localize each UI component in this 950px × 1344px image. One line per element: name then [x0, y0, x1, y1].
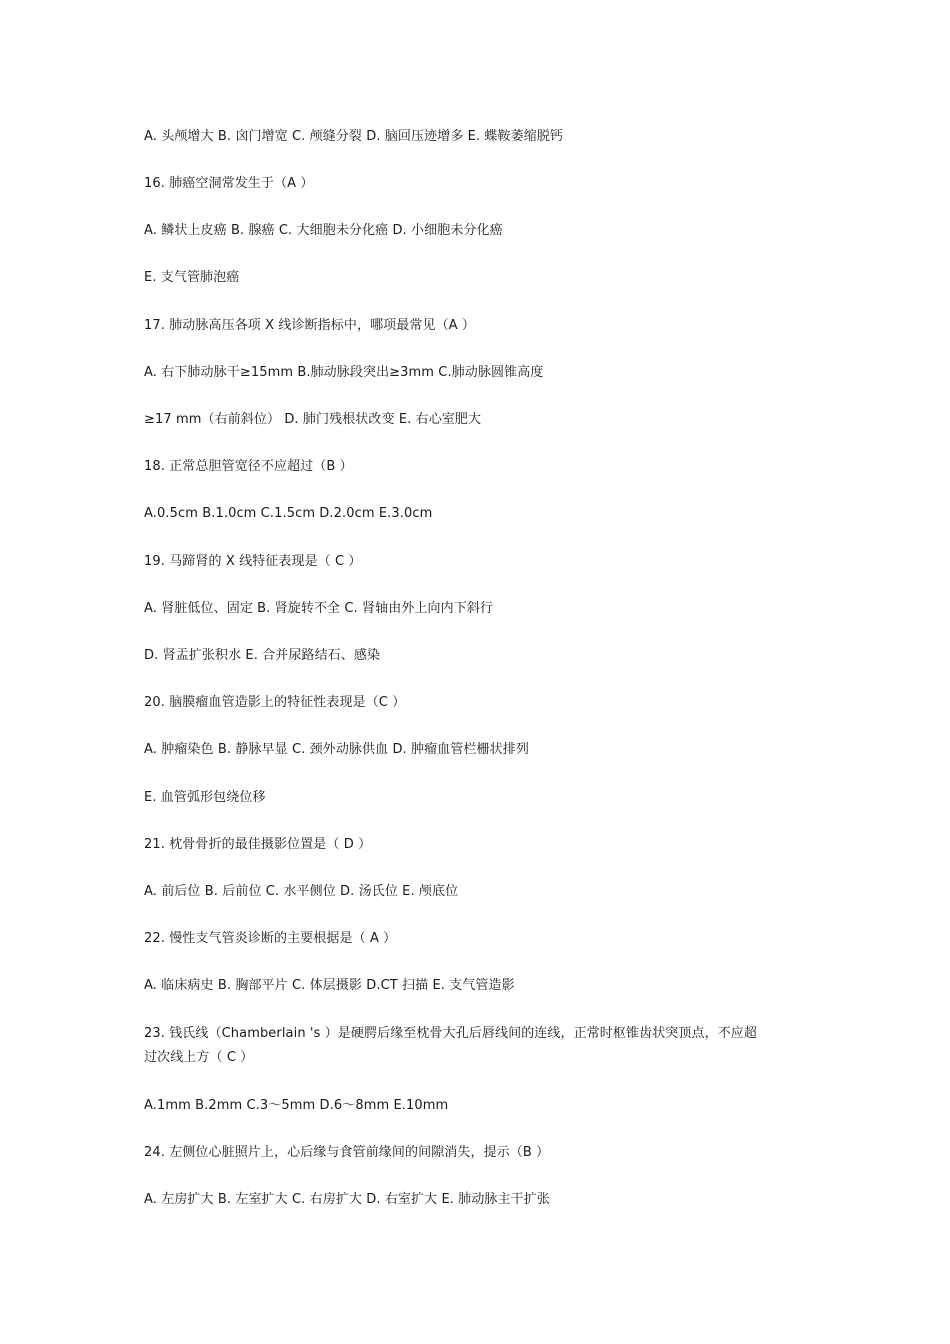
question-23-options: A.1mm B.2mm C.3～5mm D.6～8mm E.10mm [144, 1098, 449, 1113]
question-15-options: A. 头颅增大 B. 囟门增宽 C. 颅缝分裂 D. 脑回压迹增多 E. 蝶鞍萎缩脱钙 [144, 129, 564, 144]
question-24-options: A. 左房扩大 B. 左室扩大 C. 右房扩大 D. 右室扩大 E. 肺动脉主干扩张 [144, 1192, 550, 1207]
question-16-options-line-2: E. 支气管肺泡癌 [144, 270, 240, 285]
question-19-stem: 19. 马蹄肾的 X 线特征表现是（ C ） [144, 554, 362, 569]
question-16-options-line-1: A. 鳞状上皮癌 B. 腺癌 C. 大细胞未分化癌 D. 小细胞未分化癌 [144, 223, 503, 238]
question-20-stem: 20. 脑膜瘤血管造影上的特征性表现是（C ） [144, 695, 406, 710]
question-17-stem: 17. 肺动脉高压各项 X 线诊断指标中，哪项最常见（A ） [144, 318, 476, 333]
question-22-options: A. 临床病史 B. 胸部平片 C. 体层摄影 D.CT 扫描 E. 支气管造影 [144, 978, 515, 993]
question-17-options-line-1: A. 右下肺动脉干≥15mm B.肺动脉段突出≥3mm C.肺动脉圆锥高度 [144, 365, 544, 380]
question-22-stem: 22. 慢性支气管炎诊断的主要根据是（ A ） [144, 931, 397, 946]
question-20-options-line-2: E. 血管弧形包绕位移 [144, 790, 266, 805]
question-23-stem-line-1: 23. 钱氏线（Chamberlain 's ）是硬腭后缘至枕骨大孔后唇线间的连线，正常时枢锥齿状突顶点，不应超 [144, 1026, 757, 1041]
question-18-options: A.0.5cm B.1.0cm C.1.5cm D.2.0cm E.3.0cm [144, 506, 433, 521]
question-21-options: A. 前后位 B. 后前位 C. 水平侧位 D. 汤氏位 E. 颅底位 [144, 884, 459, 899]
question-19-options-line-1: A. 肾脏低位、固定 B. 肾旋转不全 C. 肾轴由外上向内下斜行 [144, 601, 494, 616]
question-24-stem: 24. 左侧位心脏照片上，心后缘与食管前缘间的间隙消失，提示（B ） [144, 1145, 550, 1160]
question-20-options-line-1: A. 肿瘤染色 B. 静脉早显 C. 颈外动脉供血 D. 肿瘤血管栏栅状排列 [144, 742, 529, 757]
question-18-stem: 18. 正常总胆管宽径不应超过（B ） [144, 459, 353, 474]
question-23-stem-line-2: 过次线上方（ C ） [144, 1050, 254, 1065]
question-17-options-line-2: ≥17 mm（右前斜位） D. 肺门残根状改变 E. 右心室肥大 [144, 412, 482, 427]
question-21-stem: 21. 枕骨骨折的最佳摄影位置是（ D ） [144, 837, 372, 852]
question-19-options-line-2: D. 肾盂扩张积水 E. 合并尿路结石、感染 [144, 648, 381, 663]
question-16-stem: 16. 肺癌空洞常发生于（A ） [144, 176, 314, 191]
